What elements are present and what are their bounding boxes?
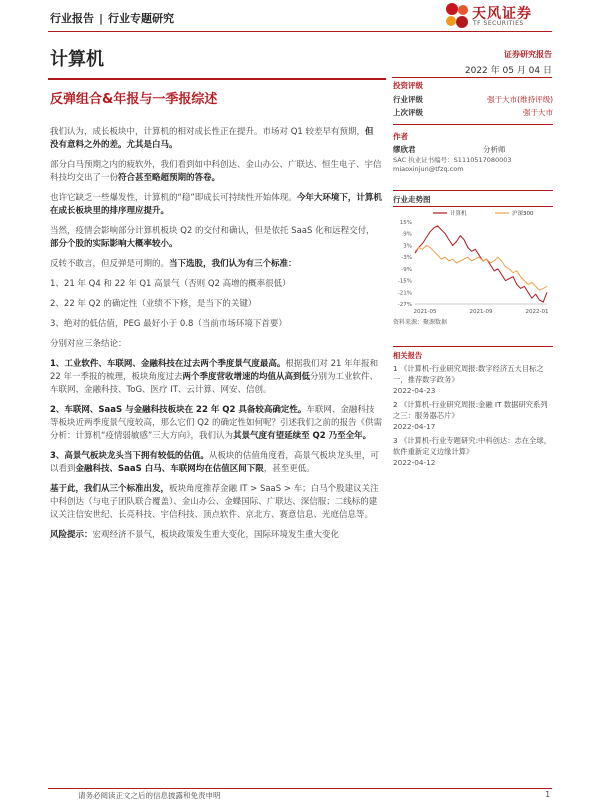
y-tick-label: -15% [397,278,412,285]
related-report-item[interactable] [393,399,553,432]
author-email[interactable]: miaoxinjun@tfzq.com [393,165,464,173]
rating-value: 强于大市(维持评级) [487,95,553,104]
paragraph [50,126,382,152]
emphasis-text: 部分个股的实际影响大概率较小。 [50,239,178,249]
rating-divider [393,124,553,125]
emphasis-text: 3、高景气板块龙头当下拥有较低的估值。 [50,451,209,461]
y-tick-label: 3% [403,243,412,250]
chart-top-rule [393,190,553,191]
title-rule [48,78,386,80]
text-run: 根据我们对 21 年年报和 22 年一季报的梳理，板块角度过去 [50,359,379,382]
chart-title: 行业走势图 [393,195,431,204]
author-heading: 作者 [393,132,408,141]
chart-source: 资料来源：聚源数据 [393,319,448,326]
header-subcategory: 行业专题研究 [108,12,175,25]
risk-warning [50,529,382,542]
x-tick-label: 2021-09 [469,309,493,315]
rating-section [393,80,553,130]
emphasis-text: 基于此，我们从三个标准出发， [50,484,170,494]
text-run: 我们认为，成长板块中，计算机的相对成长性正在提升。市场对 Q1 较差早有预期， [50,127,366,137]
emphasis-text: 金融科技、SaaS 白马、车联网均在估值区间下限 [75,464,264,474]
y-tick-label: -3% [401,255,412,262]
related-report-title[interactable]: 2 《计算机-行业研究周报:金融 IT 数据研究系列之三：服务器芯片》 [393,400,548,420]
related-report-item[interactable] [393,435,553,468]
related-report-date: 2022-04-17 [393,422,436,431]
paragraph [50,225,382,251]
author-sac: SAC 执业证书编号：S1110517080003 [393,156,512,164]
report-subtitle: 反弹组合&年报与一季报综述 [50,92,218,107]
sidebar-rule [392,77,552,78]
report-category [50,10,174,26]
rating-heading: 投资评级 [393,81,423,90]
text-run: 从板块的估值角度看，高景气板块龙头里，可以看到 [50,451,379,474]
y-tick-label: -21% [397,290,412,297]
report-body [50,126,382,549]
legend-label: 计算机 [450,211,467,217]
paragraph [50,258,382,271]
text-run: 板块角度推荐金融 IT > SaaS > 车；白马个股建议关注中科创达（与电子团队联合覆盖）、金山办公、金蝶国际、广联达、深信服；二线标的建议关注信安世纪、长亮科技、宇信科技、顶点软件、京北方、赛意信息、光庭信息等。 [50,484,379,520]
report-type: 证券研究报告 [504,50,552,59]
report-date: 2022 年 05 月 04 日 [464,66,552,76]
x-tick-label: 2021-05 [413,309,437,315]
trend-chart [393,208,553,318]
footer-rule [48,788,552,789]
series-line-csi300 [415,245,547,290]
emphasis-text: 两个季度营收增速的均值从高到低 [182,372,311,382]
paragraph [50,483,382,522]
logo-emblem-icon [444,2,470,30]
conclusion-item [50,358,382,397]
y-tick-label: 15% [399,220,412,226]
chart-title-rule [393,206,553,207]
related-report-title[interactable]: 1 《计算机-行业研究周报:数字经济五大目标之一，推荐数字政务》 [393,364,544,384]
header-category: 行业报告 [50,12,94,25]
y-tick-label: 9% [403,231,412,238]
conclusion-item [50,450,382,476]
emphasis-text: 当下选股，我们认为有三个标准： [169,259,297,269]
logo-en-text: TF SECURITIES [473,20,524,27]
criterion-item: 2、22 年 Q2 的确定性（业绩不下修，是当下的关键） [50,299,257,309]
y-tick-label: -9% [401,266,412,273]
author-role: 分析师 [483,145,506,154]
footer-disclaimer: 请务必阅读正文之后的信息披露和免责申明 [78,791,221,800]
trend-chart-section [393,190,553,340]
rating-row [393,94,553,105]
header-rule [48,31,552,32]
text-run: ，甚至更低。 [263,464,315,474]
emphasis-text: 其景气度有望延续至 Q2 乃至全年。 [233,431,372,441]
related-report-item[interactable] [393,363,553,396]
author-section [393,131,553,191]
emphasis-text: 符合甚至略超预期的答卷。 [118,173,221,183]
related-top-rule [393,346,553,347]
related-heading: 相关报告 [393,351,423,360]
paragraph: 分别对应三条结论： [50,339,127,349]
previous-rating-label: 上次评级 [393,108,423,117]
legend-label: 沪深300 [512,211,534,217]
text-run: 反转不敢言，但反弹是可期的。 [50,259,170,269]
text-run: 也许它缺乏一些爆发性，计算机的“稳”即成长可持续性开始体现。 [50,193,297,203]
text-run: 宏观经济不景气，板块政策发生重大变化，国际环境发生重大变化 [92,530,340,540]
y-tick-label: -27% [397,302,412,308]
series-line-computer [415,226,547,302]
text-run: 部分白马预期之内的疲软外，我们看到如中科创达、金山办公、广联达、恒生电子、宇信科技均交出了一份 [50,160,382,183]
text-run: 当然，疫情会影响部分计算机板块 Q2 的交付和确认，但是依托 SaaS 化和远程交付， [50,226,375,236]
page-title: 计算机 [50,49,104,70]
author-name: 缪欣君 [393,145,416,154]
emphasis-text: 1、工业软件、车联网、金融科技在过去两个季度景气度最高。 [50,359,286,369]
emphasis-text: 但没有意料之外的差。尤其是白马。 [50,127,374,150]
page-number: 1 [545,790,550,799]
paragraph [50,159,382,185]
emphasis-text: 今年大环境下，计算机在成长板块里的排序理应提升。 [50,193,382,216]
text-run: 车联网、金融科技等板块近两季度景气度较高，那么它们 Q2 的确定性如何呢？引述我们之前的报告《供需分析：计算机“疫情弱敏感”三大方向》，我们认为 [50,405,383,441]
x-tick-label: 2022-01 [525,309,549,315]
related-report-date: 2022-04-23 [393,386,436,395]
previous-rating-value: 强于大市 [523,108,553,117]
emphasis-text: 风险提示： [50,530,93,540]
paragraph [50,192,382,218]
related-report-title[interactable]: 3 《计算机-行业专题研究:中科创达：志在全球，软件重新定义边缘计算》 [393,436,551,456]
logo-cn-text: 天风证券 [472,6,532,22]
criterion-item: 3、绝对的低估值，PEG 最好小于 0.8（当前市场环境下首要） [50,319,287,329]
related-reports [393,350,553,471]
related-report-date: 2022-04-12 [393,458,436,467]
previous-rating-row [393,107,553,118]
header-separator: | [99,12,104,25]
emphasis-text: 2、车联网、SaaS 与金融科技板块在 22 年 Q2 具备较高确定性。 [50,405,307,415]
company-logo [444,2,564,32]
criterion-item: 1、21 年 Q4 和 22 年 Q1 高景气（否则 Q2 高增的概率很低） [50,279,291,289]
rating-label: 行业评级 [393,95,423,104]
conclusion-item [50,404,382,443]
text-run: 分别为工业软件、车联网、金融科技、ToG、医疗 IT、云计算、网安、信创。 [50,372,379,395]
